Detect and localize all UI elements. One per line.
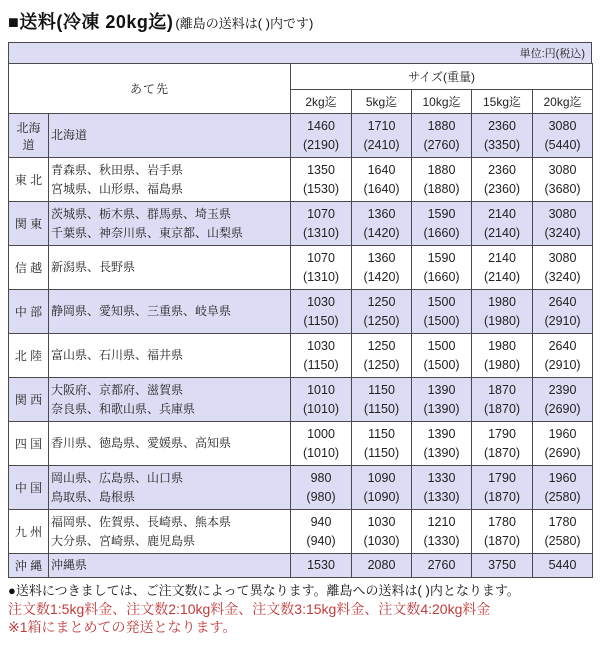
price-value: 3080: [548, 250, 577, 265]
island-price-value: (2140): [483, 269, 521, 284]
price-cell: [412, 510, 472, 554]
price-cell: [533, 158, 593, 202]
island-price-value: (1870): [483, 445, 521, 460]
price-cell: [291, 290, 352, 334]
island-price-value: (1010): [302, 401, 340, 416]
table-row: [9, 246, 593, 290]
island-price-value: (2760): [423, 137, 460, 152]
prefectures-cell: [49, 202, 291, 246]
island-price-value: (2910): [544, 357, 581, 372]
island-price-value: (1090): [363, 489, 400, 504]
price-cell: [533, 378, 593, 422]
price-value: 1960: [548, 470, 577, 485]
price-value: 1590: [427, 250, 456, 265]
prefectures-cell: [49, 554, 291, 578]
region-cell: 沖 縄: [9, 554, 49, 578]
price-cell: [533, 422, 593, 466]
price-cell: [412, 378, 472, 422]
island-price-value: (1250): [363, 313, 400, 328]
price-cell: [352, 246, 412, 290]
price-cell: [533, 334, 593, 378]
price-cell: [291, 510, 352, 554]
price-value: 1980: [488, 294, 516, 309]
island-price-value: (1660): [423, 225, 460, 240]
price-value: 1010: [307, 382, 335, 397]
island-price-value: (1030): [363, 533, 400, 548]
price-cell: [472, 246, 533, 290]
price-value: 1070: [307, 206, 335, 221]
page-title-sub: (離島の送料は( )内です): [175, 16, 314, 31]
shipping-fee-table: [8, 63, 593, 578]
region-cell: 信 越: [9, 246, 49, 290]
price-cell: [291, 422, 352, 466]
island-price-value: (3680): [544, 181, 581, 196]
price-value: 1090: [367, 470, 396, 485]
island-price-value: (3240): [544, 225, 581, 240]
table-row: [9, 510, 593, 554]
island-price-value: (1420): [363, 225, 400, 240]
footer-notes: [8, 582, 592, 636]
price-cell: [352, 466, 412, 510]
island-price-value: (1980): [483, 313, 521, 328]
price-value: 1960: [548, 426, 577, 441]
price-value: 1790: [488, 470, 516, 485]
table-row: [9, 554, 593, 578]
region-cell: 北 陸: [9, 334, 49, 378]
price-value: 2360: [488, 118, 516, 133]
price-cell: [291, 378, 352, 422]
weight-header-cell: 20kg迄: [533, 90, 593, 114]
price-value: 1250: [367, 294, 396, 309]
price-cell: [472, 378, 533, 422]
price-cell: [533, 466, 593, 510]
destination-header-cell: あて先: [9, 64, 291, 114]
island-price-value: (1870): [483, 401, 521, 416]
price-cell: [533, 114, 593, 158]
price-value: 5440: [548, 558, 577, 572]
prefecture-line: 宮城県、山形県、福島県: [51, 181, 184, 196]
price-cell: [352, 202, 412, 246]
island-price-value: (3350): [483, 137, 521, 152]
price-value: 1210: [427, 514, 456, 529]
price-cell: [352, 334, 412, 378]
price-cell: [291, 466, 352, 510]
price-value: 1350: [307, 162, 335, 177]
prefecture-line: 香川県、徳島県、愛媛県、高知県: [51, 436, 232, 450]
prefectures-cell: [49, 158, 291, 202]
price-cell: [291, 246, 352, 290]
price-cell: [412, 158, 472, 202]
prefecture-line: 富山県、石川県、福井県: [51, 348, 184, 362]
price-value: 2640: [548, 294, 577, 309]
island-price-value: (1420): [363, 269, 400, 284]
island-price-value: (1870): [483, 489, 521, 504]
price-cell: [472, 466, 533, 510]
price-cell: [291, 202, 352, 246]
prefectures-cell: [49, 246, 291, 290]
region-cell: 中 国: [9, 466, 49, 510]
price-value: 1500: [427, 294, 456, 309]
price-value: 1000: [307, 426, 335, 441]
island-price-value: (1330): [423, 489, 460, 504]
price-cell: [352, 158, 412, 202]
region-cell: 中 部: [9, 290, 49, 334]
price-value: 1250: [367, 338, 396, 353]
island-price-value: (3240): [544, 269, 581, 284]
price-value: 1880: [427, 162, 456, 177]
island-price-value: (1980): [483, 357, 521, 372]
island-price-value: (940): [306, 533, 336, 548]
price-value: 1460: [307, 118, 335, 133]
price-cell: [412, 290, 472, 334]
price-value: 2080: [367, 558, 396, 572]
price-cell: [472, 202, 533, 246]
island-price-value: (1310): [302, 269, 340, 284]
island-price-value: (2690): [544, 401, 581, 416]
price-cell: [352, 290, 412, 334]
price-value: 1790: [488, 426, 516, 441]
price-cell: [412, 246, 472, 290]
island-price-value: (1150): [303, 313, 339, 328]
prefecture-line: 北海道: [51, 128, 88, 142]
table-row: [9, 114, 593, 158]
price-value: 2360: [488, 162, 516, 177]
price-value: 1710: [367, 118, 396, 133]
price-cell: [412, 334, 472, 378]
price-cell: [352, 114, 412, 158]
price-value: 1880: [427, 118, 456, 133]
prefectures-cell: [49, 510, 291, 554]
price-cell: [352, 422, 412, 466]
price-value: 3080: [548, 118, 577, 133]
prefecture-line: 千葉県、神奈川県、東京都、山梨県: [51, 225, 244, 240]
price-value: 2390: [548, 382, 577, 397]
price-value: 3750: [488, 558, 516, 572]
price-value: 2760: [427, 558, 456, 572]
region-cell: 関 西: [9, 378, 49, 422]
price-cell: [412, 554, 472, 578]
price-value: 940: [310, 514, 332, 529]
prefectures-cell: [49, 334, 291, 378]
shipping-table-body: [9, 114, 593, 578]
island-price-value: (1530): [302, 181, 340, 196]
island-price-value: (1390): [423, 401, 460, 416]
price-cell: [472, 422, 533, 466]
price-value: 1030: [307, 338, 335, 353]
prefecture-line: 福岡県、佐賀県、長崎県、熊本県: [51, 514, 232, 529]
region-cell: 四 国: [9, 422, 49, 466]
price-cell: [472, 510, 533, 554]
island-price-value: (1870): [483, 533, 521, 548]
note-fee-mapping: 注文数1:5kg料金、注文数2:10kg料金、注文数3:15kg料金、注文数4:20kg料金: [8, 601, 491, 617]
price-cell: [412, 422, 472, 466]
island-price-value: (1150): [303, 357, 339, 372]
price-cell: [472, 554, 533, 578]
table-row: [9, 422, 593, 466]
price-value: 2140: [488, 206, 516, 221]
note-single-box: ※1箱にまとめての発送となります。: [8, 619, 237, 635]
island-price-value: (2360): [483, 181, 521, 196]
prefectures-cell: [49, 114, 291, 158]
page-title: [8, 8, 592, 34]
island-price-value: (2580): [544, 533, 581, 548]
price-value: 1360: [367, 206, 396, 221]
table-row: [9, 202, 593, 246]
size-header-cell: サイズ(重量): [291, 64, 593, 90]
price-value: 1390: [427, 382, 456, 397]
region-cell: 九 州: [9, 510, 49, 554]
table-row: [9, 290, 593, 334]
price-cell: [533, 202, 593, 246]
region-cell: 北海道: [9, 114, 49, 158]
island-price-value: (2690): [544, 445, 581, 460]
island-price-value: (1010): [302, 445, 340, 460]
island-price-value: (1880): [423, 181, 460, 196]
price-cell: [472, 158, 533, 202]
island-price-value: (1250): [363, 357, 400, 372]
price-cell: [291, 158, 352, 202]
island-price-value: (1390): [423, 445, 460, 460]
table-row: [9, 334, 593, 378]
island-price-value: (5440): [544, 137, 581, 152]
price-cell: [472, 334, 533, 378]
prefectures-cell: [49, 378, 291, 422]
prefecture-line: 鳥取県、島根県: [51, 489, 136, 504]
island-price-value: (2410): [363, 137, 400, 152]
prefecture-line: 大阪府、京都府、滋賀県: [51, 382, 184, 397]
island-price-value: (2140): [483, 225, 521, 240]
table-row: [9, 158, 593, 202]
prefecture-line: 大分県、宮崎県、鹿児島県: [51, 533, 196, 548]
prefecture-line: 静岡県、愛知県、三重県、岐阜県: [51, 304, 232, 318]
price-cell: [533, 510, 593, 554]
island-price-value: (1150): [363, 401, 400, 416]
price-value: 1640: [367, 162, 396, 177]
price-value: 1030: [367, 514, 396, 529]
price-value: 1330: [427, 470, 456, 485]
island-price-value: (1660): [423, 269, 460, 284]
price-value: 1590: [427, 206, 456, 221]
price-cell: [352, 378, 412, 422]
price-cell: [291, 334, 352, 378]
weight-header-cell: 10kg迄: [412, 90, 472, 114]
note-order-count: ●送料につきましては、ご注文数によって異なります。離島への送料は( )内となります。: [8, 583, 520, 598]
price-cell: [533, 554, 593, 578]
price-cell: [291, 114, 352, 158]
prefecture-line: 新潟県、長野県: [51, 260, 136, 274]
price-value: 3080: [548, 206, 577, 221]
prefecture-line: 岡山県、広島県、山口県: [51, 470, 184, 485]
page-title-main: ■送料(冷凍 20kg迄): [8, 12, 174, 32]
table-row: [9, 466, 593, 510]
island-price-value: (1150): [363, 445, 400, 460]
island-price-value: (2580): [544, 489, 581, 504]
price-value: 1030: [307, 294, 335, 309]
island-price-value: (1500): [423, 313, 460, 328]
price-value: 1360: [367, 250, 396, 265]
price-cell: [412, 466, 472, 510]
prefectures-cell: [49, 290, 291, 334]
price-cell: [472, 114, 533, 158]
price-cell: [472, 290, 533, 334]
prefecture-line: 奈良県、和歌山県、兵庫県: [51, 401, 196, 416]
price-value: 1980: [488, 338, 516, 353]
weight-header-cell: 2kg迄: [291, 90, 352, 114]
price-value: 1870: [488, 382, 516, 397]
price-value: 1530: [307, 558, 335, 572]
unit-note-bar: 単位:円(税込): [8, 42, 592, 64]
price-value: 1070: [307, 250, 335, 265]
prefecture-line: 茨城県、栃木県、群馬県、埼玉県: [51, 206, 232, 221]
island-price-value: (2910): [544, 313, 581, 328]
price-value: 1500: [427, 338, 456, 353]
weight-header-cell: 15kg迄: [472, 90, 533, 114]
island-price-value: (1330): [423, 533, 460, 548]
price-value: 980: [310, 470, 332, 485]
weight-header-cell: 5kg迄: [352, 90, 412, 114]
island-price-value: (1640): [363, 181, 400, 196]
prefecture-line: 沖縄県: [51, 558, 88, 572]
price-value: 1150: [368, 426, 395, 441]
island-price-value: (1310): [302, 225, 340, 240]
island-price-value: (2190): [302, 137, 340, 152]
table-row: [9, 378, 593, 422]
region-cell: 関 東: [9, 202, 49, 246]
price-value: 1780: [488, 514, 516, 529]
price-cell: [352, 554, 412, 578]
island-price-value: (1500): [423, 357, 460, 372]
price-cell: [352, 510, 412, 554]
table-header: [9, 64, 593, 114]
price-cell: [412, 202, 472, 246]
price-cell: [412, 114, 472, 158]
price-value: 1150: [368, 382, 395, 397]
price-value: 1390: [427, 426, 456, 441]
price-value: 2640: [548, 338, 577, 353]
prefectures-cell: [49, 422, 291, 466]
region-cell: 東 北: [9, 158, 49, 202]
prefecture-line: 青森県、秋田県、岩手県: [51, 162, 184, 177]
price-value: 2140: [488, 250, 516, 265]
price-value: 1780: [548, 514, 577, 529]
price-value: 3080: [548, 162, 577, 177]
prefectures-cell: [49, 466, 291, 510]
price-cell: [533, 246, 593, 290]
price-cell: [533, 290, 593, 334]
price-cell: [291, 554, 352, 578]
island-price-value: (980): [306, 489, 336, 504]
